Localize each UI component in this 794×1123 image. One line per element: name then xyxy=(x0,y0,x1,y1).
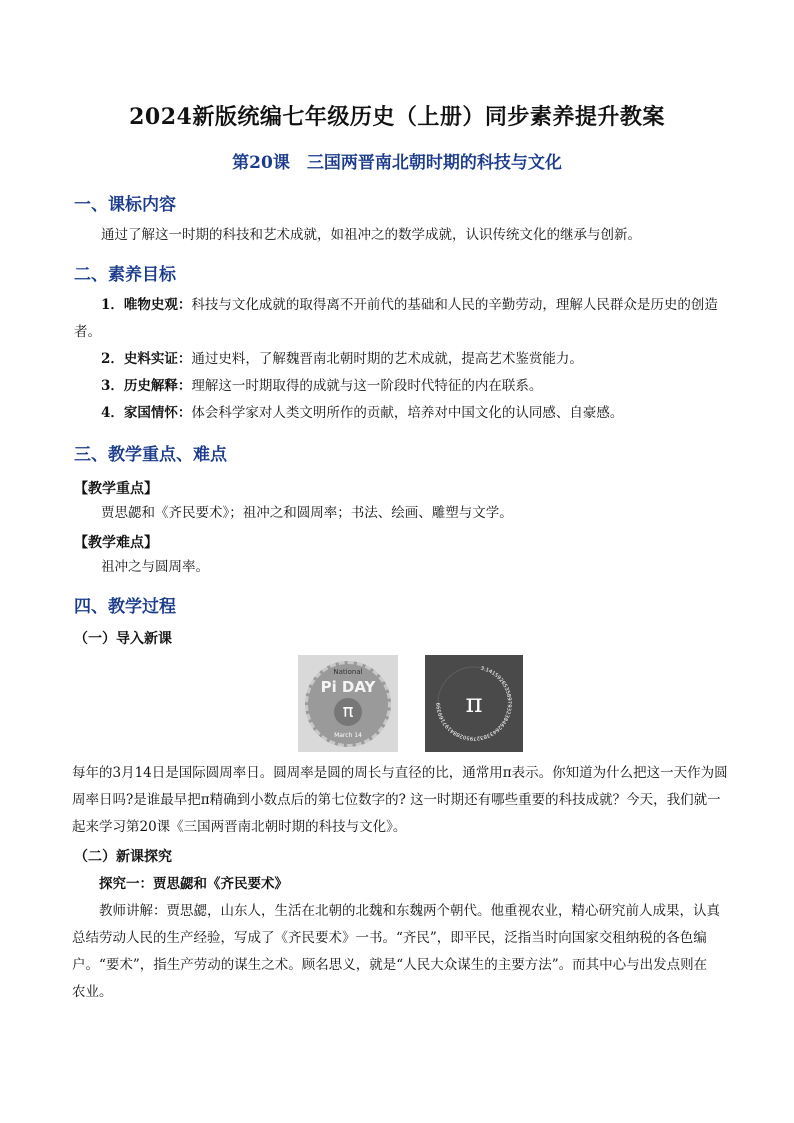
goal-label: 2．史料实证： xyxy=(101,351,192,367)
pi-digits-circle-image xyxy=(425,655,523,752)
goal-text: 体会科学家对人类文明所作的贡献，培养对中国文化的认同感、自豪感。 xyxy=(191,405,624,421)
teacher-explanation xyxy=(72,898,720,1006)
part2-heading: （二）新课探究 xyxy=(74,849,172,865)
pi-day-word: Pi DAY xyxy=(320,677,376,696)
pi-day-date: March 14 xyxy=(334,731,362,739)
key-points-text: 贾思勰和《齐民要术》；祖冲之和圆周率；书法、绘画、雕塑与文学。 xyxy=(101,505,513,521)
key-points-label: 【教学重点】 xyxy=(74,481,158,497)
goal-item xyxy=(74,373,724,400)
curriculum-text: 通过了解这一时期的科技和艺术成就，如祖冲之的数学成就，认识传统文化的继承与创新。 xyxy=(101,227,641,243)
section-heading-key-points: 三、教学重点、难点 xyxy=(74,445,227,465)
pi-digits-circle-graphic xyxy=(425,655,523,752)
teacher-text: 贾思勰，山东人，生活在北朝的北魏和东魏两个朝代。他重视农业，精心研究前人成果，认真总结劳动人民的生产经验，写成了《齐民要术》一书。“齐民”，即平民，泛指当时向国家交租纳税的各色编户。“要术”，指生产劳动的谋生之术。顾名思义，就是“人民大众谋生的主要方法”。而其中心与出发点则在农业。 xyxy=(72,903,720,1000)
section-heading-process: 四、教学过程 xyxy=(74,597,176,617)
section-heading-goals: 二、素养目标 xyxy=(74,265,176,285)
pi-symbol-icon: π xyxy=(465,689,483,719)
document-title: 2024新版统编七年级历史（上册）同步素养提升教案 xyxy=(129,104,665,130)
section-heading-curriculum: 一、课标内容 xyxy=(74,195,176,215)
pi-day-top-text: National xyxy=(333,667,363,676)
explore1-heading: 探究一：贾思勰和《齐民要术》 xyxy=(99,876,288,892)
pi-digits-text: 3.141592653589793238462643383279502884197169399 xyxy=(435,665,513,742)
goal-text: 通过史料，了解魏晋南北朝时期的艺术成就，提高艺术鉴赏能力。 xyxy=(191,351,583,367)
pi-day-image xyxy=(298,655,398,752)
difficulty-label: 【教学难点】 xyxy=(74,535,158,551)
goal-label: 1．唯物史观： xyxy=(101,297,192,313)
teacher-label: 教师讲解： xyxy=(99,903,167,919)
difficulty-text: 祖冲之与圆周率。 xyxy=(101,559,209,575)
goal-text: 科技与文化成就的取得离不开前代的基础和人民的辛勤劳动，理解人民群众是历史的创造者。 xyxy=(74,297,718,340)
goal-item xyxy=(74,400,724,427)
goal-label: 4．家国情怀： xyxy=(101,405,192,421)
goal-label: 3．历史解释： xyxy=(101,378,192,394)
intro-paragraph: 每年的3月14日是国际圆周率日。圆周率是圆的周长与直径的比，通常用π表示。你知道为什么把这一天作为圆周率日吗?是谁最早把π精确到小数点后的第七位数字的? 这一时期还有哪些重要的科技成就？今天，我们就一起来学习第20课《三国两晋南北朝时期的科技与文化》。 xyxy=(72,765,728,835)
part1-heading: （一）导入新课 xyxy=(74,631,172,647)
pi-day-badge xyxy=(305,661,391,747)
lesson-title: 第20课 三国两晋南北朝时期的科技与文化 xyxy=(232,153,562,173)
goal-item xyxy=(74,292,724,346)
goal-text: 理解这一时期取得的成就与这一阶段时代特征的内在联系。 xyxy=(191,378,543,394)
goal-item xyxy=(74,346,724,373)
pi-symbol-icon: π xyxy=(334,698,362,726)
